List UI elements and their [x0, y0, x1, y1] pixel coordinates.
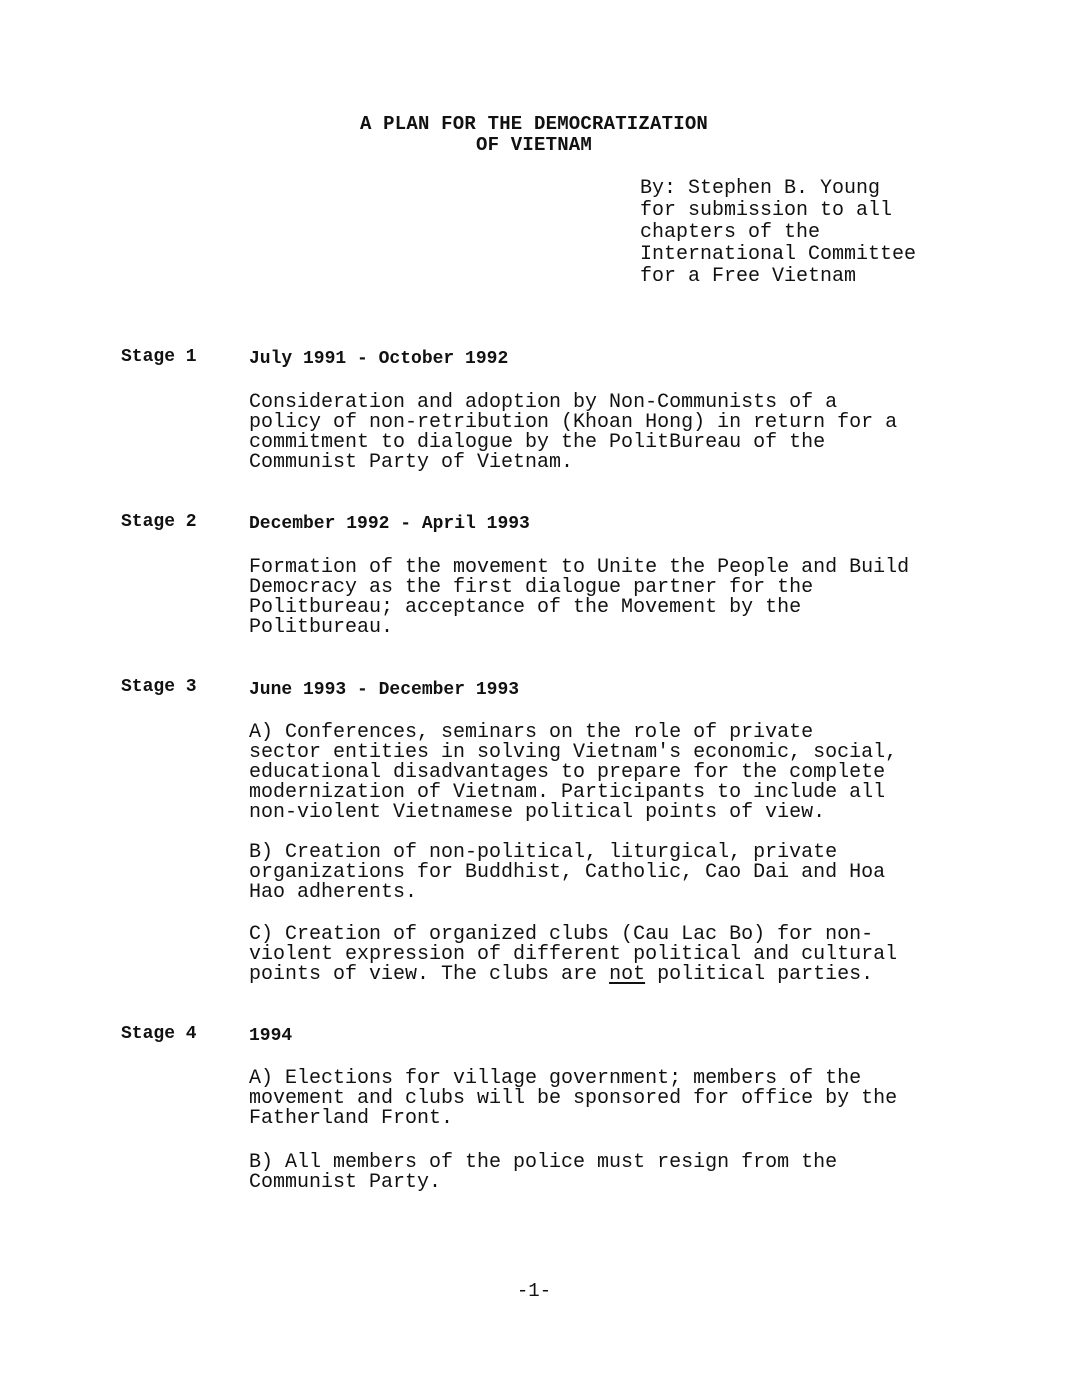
paragraph-line: organizations for Buddhist, Catholic, Cao Dai and Hoa: [249, 861, 886, 884]
stage-3-paragraph-a: [249, 723, 969, 823]
paragraph-line-with-emphasis: [249, 965, 969, 985]
paragraph-line: B) All members of the police must resign from the: [249, 1151, 838, 1174]
paragraph-line: non-violent Vietnamese political points of view.: [249, 801, 826, 824]
stage-3-label: Stage 3: [121, 677, 197, 697]
stage-3-paragraph-b: [249, 843, 969, 903]
paragraph-line: Hao adherents.: [249, 881, 418, 904]
paragraph-line: B) Creation of non-political, liturgical, private: [249, 841, 838, 864]
paragraph-line: movement and clubs will be sponsored for office by the: [249, 1087, 898, 1110]
byline-line: By: Stephen B. Young: [640, 177, 881, 200]
paragraph-line: C) Creation of organized clubs (Cau Lac Bo) for non-: [249, 923, 874, 946]
stage-1-date: July 1991 - October 1992: [249, 349, 509, 369]
paragraph-line: violent expression of different political and cultural: [249, 943, 898, 966]
text-run: points of view. The clubs are: [249, 963, 610, 986]
stage-4-date: 1994: [249, 1026, 293, 1046]
paragraph-line: commitment to dialogue by the PolitBureau of the: [249, 431, 826, 454]
paragraph-line: Formation of the movement to Unite the People and Build: [249, 556, 910, 579]
stage-3-date: June 1993 - December 1993: [249, 680, 520, 700]
paragraph-line: Fatherland Front.: [249, 1107, 454, 1130]
stage-1-paragraph: [249, 393, 969, 473]
paragraph-line: modernization of Vietnam. Participants to include all: [249, 781, 886, 804]
paragraph-line: Communist Party of Vietnam.: [249, 451, 574, 474]
stage-4-paragraph-b: [249, 1153, 969, 1193]
paragraph-line: policy of non-retribution (Khoan Hong) in return for a: [249, 411, 898, 434]
document-title-line-2: OF VIETNAM: [475, 134, 593, 156]
byline-line: chapters of the: [640, 221, 821, 244]
paragraph-line: Consideration and adoption by Non-Communists of a: [249, 391, 838, 414]
stage-2-date: December 1992 - April 1993: [249, 514, 530, 534]
paragraph-line: Politbureau.: [249, 616, 394, 639]
byline-line: for submission to all: [640, 199, 893, 222]
stage-4-paragraph-a: [249, 1069, 969, 1129]
stage-3-paragraph-c: [249, 925, 969, 985]
page-number: -1-: [516, 1280, 552, 1302]
byline-line: for a Free Vietnam: [640, 265, 857, 288]
stage-4-label: Stage 4: [121, 1024, 197, 1044]
paragraph-line: Politbureau; acceptance of the Movement by the: [249, 596, 802, 619]
paragraph-line: A) Elections for village government; members of the: [249, 1067, 862, 1090]
byline: [640, 178, 1000, 288]
document-title-line-1: A PLAN FOR THE DEMOCRATIZATION: [359, 113, 709, 135]
underlined-word: not: [609, 963, 646, 986]
stage-2-label: Stage 2: [121, 512, 197, 532]
byline-line: International Committee: [640, 243, 917, 266]
paragraph-line: A) Conferences, seminars on the role of private: [249, 721, 814, 744]
paragraph-line: sector entities in solving Vietnam's economic, social,: [249, 741, 898, 764]
paragraph-line: Communist Party.: [249, 1171, 442, 1194]
paragraph-line: educational disadvantages to prepare for the complete: [249, 761, 886, 784]
text-run: political parties.: [645, 963, 874, 986]
stage-1-label: Stage 1: [121, 347, 197, 367]
stage-2-paragraph: [249, 558, 969, 638]
paragraph-line: Democracy as the first dialogue partner for the: [249, 576, 814, 599]
